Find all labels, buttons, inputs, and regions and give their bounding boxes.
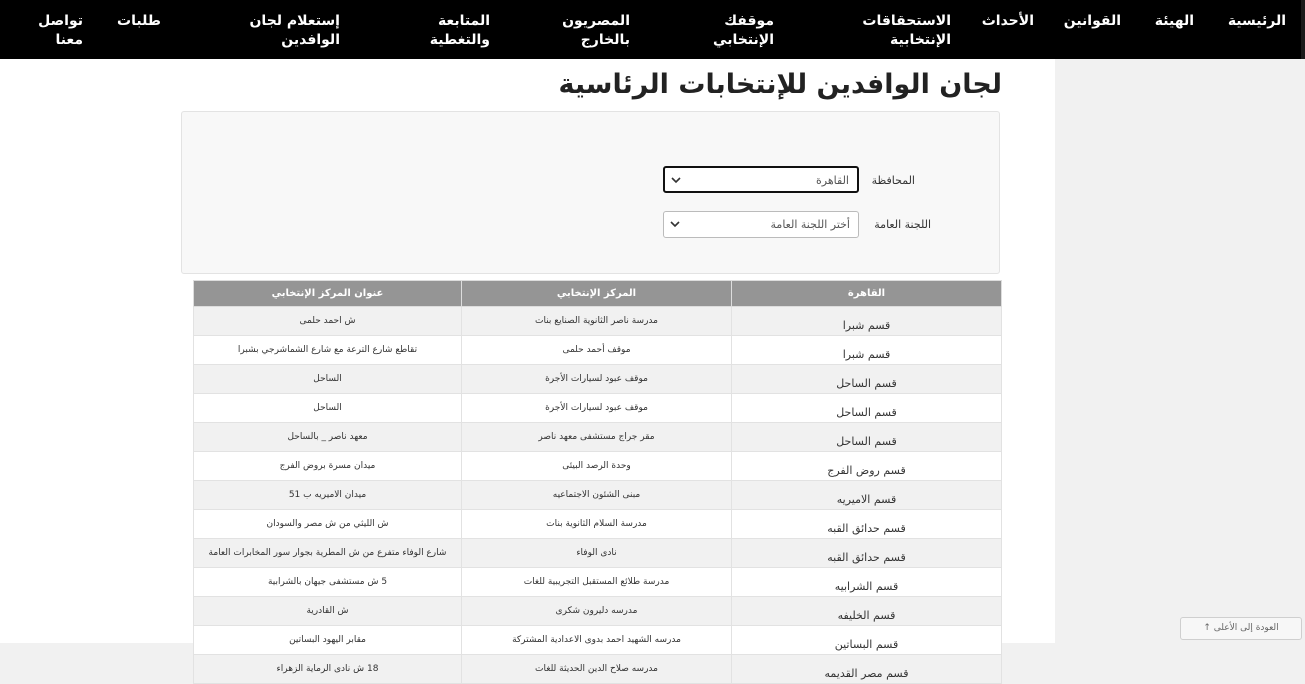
nav-laws[interactable]: القوانين xyxy=(1063,13,1121,29)
cell-center: مدرسة ناصر الثانوية الصنايع بنات xyxy=(462,307,732,336)
cell-address: الساحل xyxy=(194,394,462,423)
table-row xyxy=(194,365,1002,394)
committee-value: أختر اللجنة العامة xyxy=(770,218,850,231)
table-row xyxy=(194,655,1002,684)
governorate-select[interactable] xyxy=(663,166,859,193)
cell-address: ميدان مسرة بروض الفرج xyxy=(194,452,462,481)
cell-address: ش احمد حلمى xyxy=(194,307,462,336)
cell-district: قسم الخليفه xyxy=(732,597,1002,626)
nav-edge xyxy=(1301,0,1305,59)
nav-contact[interactable]: تواصل معنا xyxy=(38,13,83,48)
cell-address: ش القادرية xyxy=(194,597,462,626)
centers-table xyxy=(193,280,1002,684)
cell-district: قسم البساتين xyxy=(732,626,1002,655)
cell-center: موقف عبود لسيارات الأجرة xyxy=(462,394,732,423)
top-navigation xyxy=(0,0,1305,59)
chevron-down-icon xyxy=(671,176,681,184)
governorate-label: المحافظة xyxy=(871,174,915,187)
cell-address: معهد ناصر _ بالساحل xyxy=(194,423,462,452)
table-row xyxy=(194,481,1002,510)
cell-address: مقابر اليهود البساتين xyxy=(194,626,462,655)
table-row xyxy=(194,336,1002,365)
table-row xyxy=(194,307,1002,336)
cell-center: موقف أحمد حلمى xyxy=(462,336,732,365)
nav-home[interactable]: الرئيسية xyxy=(1227,13,1286,29)
cell-center: مدرسه دليرون شكرى xyxy=(462,597,732,626)
cell-address: ش الليثي من ش مصر والسودان xyxy=(194,510,462,539)
page-title: لجان الوافدين للإنتخابات الرئاسية xyxy=(558,69,1002,100)
nav-abroad[interactable]: المصريون بالخارج xyxy=(562,13,630,48)
header-address: عنوان المركز الإنتخابي xyxy=(194,281,462,307)
cell-address: ميدان الاميريه ب 51 xyxy=(194,481,462,510)
cell-district: قسم الاميريه xyxy=(732,481,1002,510)
cell-district: قسم حدائق القبه xyxy=(732,539,1002,568)
chevron-down-icon xyxy=(670,220,680,228)
cell-center: نادى الوفاء xyxy=(462,539,732,568)
header-governorate: القاهرة xyxy=(732,281,1002,307)
cell-center: مدرسه الشهيد احمد بدوى الاعدادية المشتركة xyxy=(462,626,732,655)
cell-center: مدرسه صلاح الدين الحديثة للغات xyxy=(462,655,732,684)
page-margin xyxy=(0,59,175,643)
cell-center: مبنى الشئون الاجتماعيه xyxy=(462,481,732,510)
nav-position[interactable]: موقفك الإنتخابي xyxy=(713,13,774,48)
cell-district: قسم الساحل xyxy=(732,394,1002,423)
cell-center: مقر جراج مستشفى معهد ناصر xyxy=(462,423,732,452)
cell-district: قسم شبرا xyxy=(732,307,1002,336)
cell-address: تقاطع شارع الترعة مع شارع الشماشرجي بشبرا xyxy=(194,336,462,365)
cell-district: قسم شبرا xyxy=(732,336,1002,365)
nav-requests[interactable]: طلبات xyxy=(117,13,161,29)
table-row xyxy=(194,597,1002,626)
committee-select[interactable] xyxy=(663,211,859,238)
cell-district: قسم الشرابيه xyxy=(732,568,1002,597)
back-to-top-button[interactable]: العودة إلى الأعلى ↑ xyxy=(1180,617,1302,640)
nav-events[interactable]: الأحداث xyxy=(981,13,1034,29)
cell-center: وحدة الرصد البيئى xyxy=(462,452,732,481)
cell-district: قسم روض الفرج xyxy=(732,452,1002,481)
cell-address: 5 ش مستشفى جيهان بالشرابية xyxy=(194,568,462,597)
governorate-value: القاهرة xyxy=(816,174,849,187)
table-row xyxy=(194,452,1002,481)
table-row xyxy=(194,539,1002,568)
cell-center: مدرسة السلام الثانوية بنات xyxy=(462,510,732,539)
cell-district: قسم الساحل xyxy=(732,423,1002,452)
nav-inquiry[interactable]: إستعلام لجان الوافدين xyxy=(249,13,340,48)
committee-label: اللجنة العامة xyxy=(874,218,931,231)
table-header-row xyxy=(194,281,1002,307)
nav-followup[interactable]: المتابعة والتغطية xyxy=(429,13,490,48)
cell-center: مدرسة طلائع المستقبل التجريبية للغات xyxy=(462,568,732,597)
nav-authority[interactable]: الهيئة xyxy=(1154,13,1194,29)
header-center: المركز الإنتخابي xyxy=(462,281,732,307)
table-row xyxy=(194,394,1002,423)
cell-district: قسم حدائق القبه xyxy=(732,510,1002,539)
table-row xyxy=(194,568,1002,597)
table-row xyxy=(194,423,1002,452)
cell-district: قسم مصر القديمه xyxy=(732,655,1002,684)
table-row xyxy=(194,510,1002,539)
cell-address: الساحل xyxy=(194,365,462,394)
cell-address: شارع الوفاء متفرع من ش المطرية بجوار سور المخابرات العامة xyxy=(194,539,462,568)
cell-district: قسم الساحل xyxy=(732,365,1002,394)
table-row xyxy=(194,626,1002,655)
cell-center: موقف عبود لسيارات الأجرة xyxy=(462,365,732,394)
filter-panel xyxy=(181,111,1000,274)
cell-address: 18 ش نادى الرماية الزهراء xyxy=(194,655,462,684)
nav-entitlements[interactable]: الاستحقاقات الإنتخابية xyxy=(862,13,951,48)
